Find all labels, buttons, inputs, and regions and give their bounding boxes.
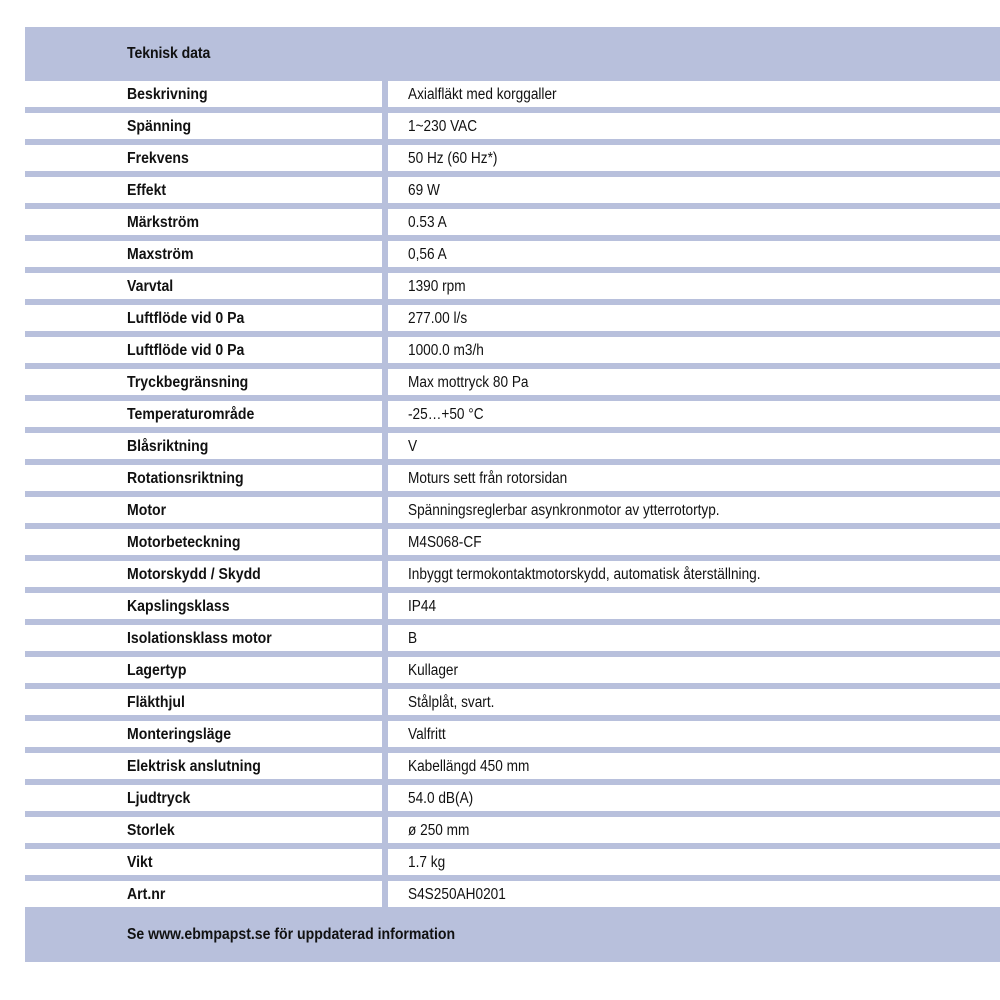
spec-value: Inbyggt termokontaktmotorskydd, automatisk återställning.	[408, 566, 761, 583]
spec-value: ø 250 mm	[408, 822, 470, 839]
spec-label-cell	[25, 849, 382, 875]
spec-label-cell	[25, 593, 382, 619]
spec-row	[25, 689, 1000, 721]
spec-row	[25, 273, 1000, 305]
spec-value: Moturs sett från rotorsidan	[408, 470, 568, 487]
spec-row	[25, 241, 1000, 273]
spec-label: Lagertyp	[127, 662, 187, 679]
spec-value-cell	[388, 593, 1000, 619]
spec-value-cell	[388, 209, 1000, 235]
spec-row	[25, 337, 1000, 369]
spec-row	[25, 849, 1000, 881]
spec-label: Ljudtryck	[127, 790, 191, 807]
spec-value: 1.7 kg	[408, 854, 446, 871]
spec-value-cell	[388, 689, 1000, 715]
spec-value: Valfritt	[408, 726, 446, 743]
spec-row	[25, 401, 1000, 433]
header-band	[25, 27, 1000, 81]
spec-value: Spänningsreglerbar asynkronmotor av ytterrotortyp.	[408, 502, 720, 519]
spec-value: Stålplåt, svart.	[408, 694, 495, 711]
spec-value-cell	[388, 657, 1000, 683]
footer-note: Se www.ebmpapst.se för uppdaterad information	[127, 926, 456, 943]
spec-row	[25, 497, 1000, 529]
spec-value: 54.0 dB(A)	[408, 790, 474, 807]
spec-label-cell	[25, 369, 382, 395]
spec-value-cell	[388, 177, 1000, 203]
spec-value: 1390 rpm	[408, 278, 466, 295]
spec-value: IP44	[408, 598, 437, 615]
spec-value: S4S250AH0201	[408, 886, 506, 903]
spec-value: Kabellängd 450 mm	[408, 758, 530, 775]
spec-label: Luftflöde vid 0 Pa	[127, 310, 245, 327]
spec-label-cell	[25, 817, 382, 843]
spec-label: Fläkthjul	[127, 694, 185, 711]
spec-label: Maxström	[127, 246, 194, 263]
spec-value-cell	[388, 561, 1000, 587]
spec-row	[25, 785, 1000, 817]
spec-label: Frekvens	[127, 150, 189, 167]
spec-row	[25, 625, 1000, 657]
spec-value-cell	[388, 849, 1000, 875]
spec-value: Axialfläkt med korggaller	[408, 86, 557, 103]
spec-value: -25…+50 °C	[408, 406, 484, 423]
spec-value-cell	[388, 881, 1000, 907]
spec-label: Isolationsklass motor	[127, 630, 272, 647]
spec-label-cell	[25, 81, 382, 107]
spec-label-cell	[25, 145, 382, 171]
spec-label-cell	[25, 497, 382, 523]
spec-value-cell	[388, 625, 1000, 651]
spec-value-cell	[388, 465, 1000, 491]
spec-row	[25, 817, 1000, 849]
spec-label-cell	[25, 241, 382, 267]
spec-label: Varvtal	[127, 278, 174, 295]
spec-label: Elektrisk anslutning	[127, 758, 261, 775]
spec-label: Storlek	[127, 822, 175, 839]
spec-label: Blåsriktning	[127, 438, 209, 455]
spec-label-cell	[25, 433, 382, 459]
spec-value: 1~230 VAC	[408, 118, 478, 135]
spec-row	[25, 433, 1000, 465]
spec-value-cell	[388, 433, 1000, 459]
spec-label-cell	[25, 529, 382, 555]
spec-value: 1000.0 m3/h	[408, 342, 484, 359]
spec-label: Luftflöde vid 0 Pa	[127, 342, 245, 359]
spec-label: Monteringsläge	[127, 726, 232, 743]
spec-row	[25, 145, 1000, 177]
spec-value: V	[408, 438, 418, 455]
spec-value: 277.00 l/s	[408, 310, 468, 327]
spec-row	[25, 81, 1000, 113]
spec-sheet	[25, 27, 1000, 962]
spec-value-cell	[388, 369, 1000, 395]
spec-value-cell	[388, 145, 1000, 171]
spec-label-cell	[25, 337, 382, 363]
spec-value-cell	[388, 529, 1000, 555]
spec-label-cell	[25, 753, 382, 779]
spec-value-cell	[388, 113, 1000, 139]
spec-label-cell	[25, 209, 382, 235]
footer-band	[25, 907, 1000, 962]
spec-row	[25, 881, 1000, 907]
spec-label: Motorbeteckning	[127, 534, 241, 551]
spec-label: Motor	[127, 502, 167, 519]
spec-row	[25, 305, 1000, 337]
spec-label-cell	[25, 113, 382, 139]
spec-value: 50 Hz (60 Hz*)	[408, 150, 498, 167]
spec-value: 69 W	[408, 182, 440, 199]
spec-row	[25, 593, 1000, 625]
spec-value-cell	[388, 753, 1000, 779]
spec-value: 0,56 A	[408, 246, 447, 263]
spec-value: Kullager	[408, 662, 459, 679]
spec-row	[25, 753, 1000, 785]
spec-row	[25, 657, 1000, 689]
spec-row	[25, 561, 1000, 593]
spec-label: Rotationsriktning	[127, 470, 244, 487]
spec-row	[25, 721, 1000, 753]
spec-label-cell	[25, 177, 382, 203]
spec-value-cell	[388, 721, 1000, 747]
spec-value-cell	[388, 401, 1000, 427]
spec-value: Max mottryck 80 Pa	[408, 374, 529, 391]
spec-label-cell	[25, 785, 382, 811]
spec-value-cell	[388, 497, 1000, 523]
spec-label: Spänning	[127, 118, 192, 135]
spec-value-cell	[388, 785, 1000, 811]
spec-label-cell	[25, 657, 382, 683]
spec-label-cell	[25, 273, 382, 299]
spec-value-cell	[388, 241, 1000, 267]
spec-row	[25, 465, 1000, 497]
spec-row	[25, 209, 1000, 241]
spec-label-cell	[25, 305, 382, 331]
spec-table	[25, 81, 1000, 907]
spec-value: M4S068-CF	[408, 534, 482, 551]
spec-label-cell	[25, 721, 382, 747]
spec-value-cell	[388, 337, 1000, 363]
spec-value-cell	[388, 305, 1000, 331]
spec-label-cell	[25, 881, 382, 907]
spec-row	[25, 369, 1000, 401]
spec-value: 0.53 A	[408, 214, 447, 231]
spec-label: Effekt	[127, 182, 167, 199]
spec-value-cell	[388, 273, 1000, 299]
spec-row	[25, 177, 1000, 209]
spec-label: Beskrivning	[127, 86, 208, 103]
spec-label: Art.nr	[127, 886, 166, 903]
spec-label-cell	[25, 625, 382, 651]
section-title: Teknisk data	[127, 45, 211, 62]
spec-label-cell	[25, 561, 382, 587]
spec-label: Motorskydd / Skydd	[127, 566, 261, 583]
spec-label-cell	[25, 689, 382, 715]
spec-value: B	[408, 630, 418, 647]
spec-label-cell	[25, 465, 382, 491]
spec-label: Kapslingsklass	[127, 598, 230, 615]
spec-label: Temperaturområde	[127, 406, 255, 423]
spec-label: Märkström	[127, 214, 199, 231]
spec-value-cell	[388, 817, 1000, 843]
spec-value-cell	[388, 81, 1000, 107]
spec-row	[25, 529, 1000, 561]
spec-label: Tryckbegränsning	[127, 374, 249, 391]
spec-row	[25, 113, 1000, 145]
spec-label: Vikt	[127, 854, 153, 871]
spec-label-cell	[25, 401, 382, 427]
